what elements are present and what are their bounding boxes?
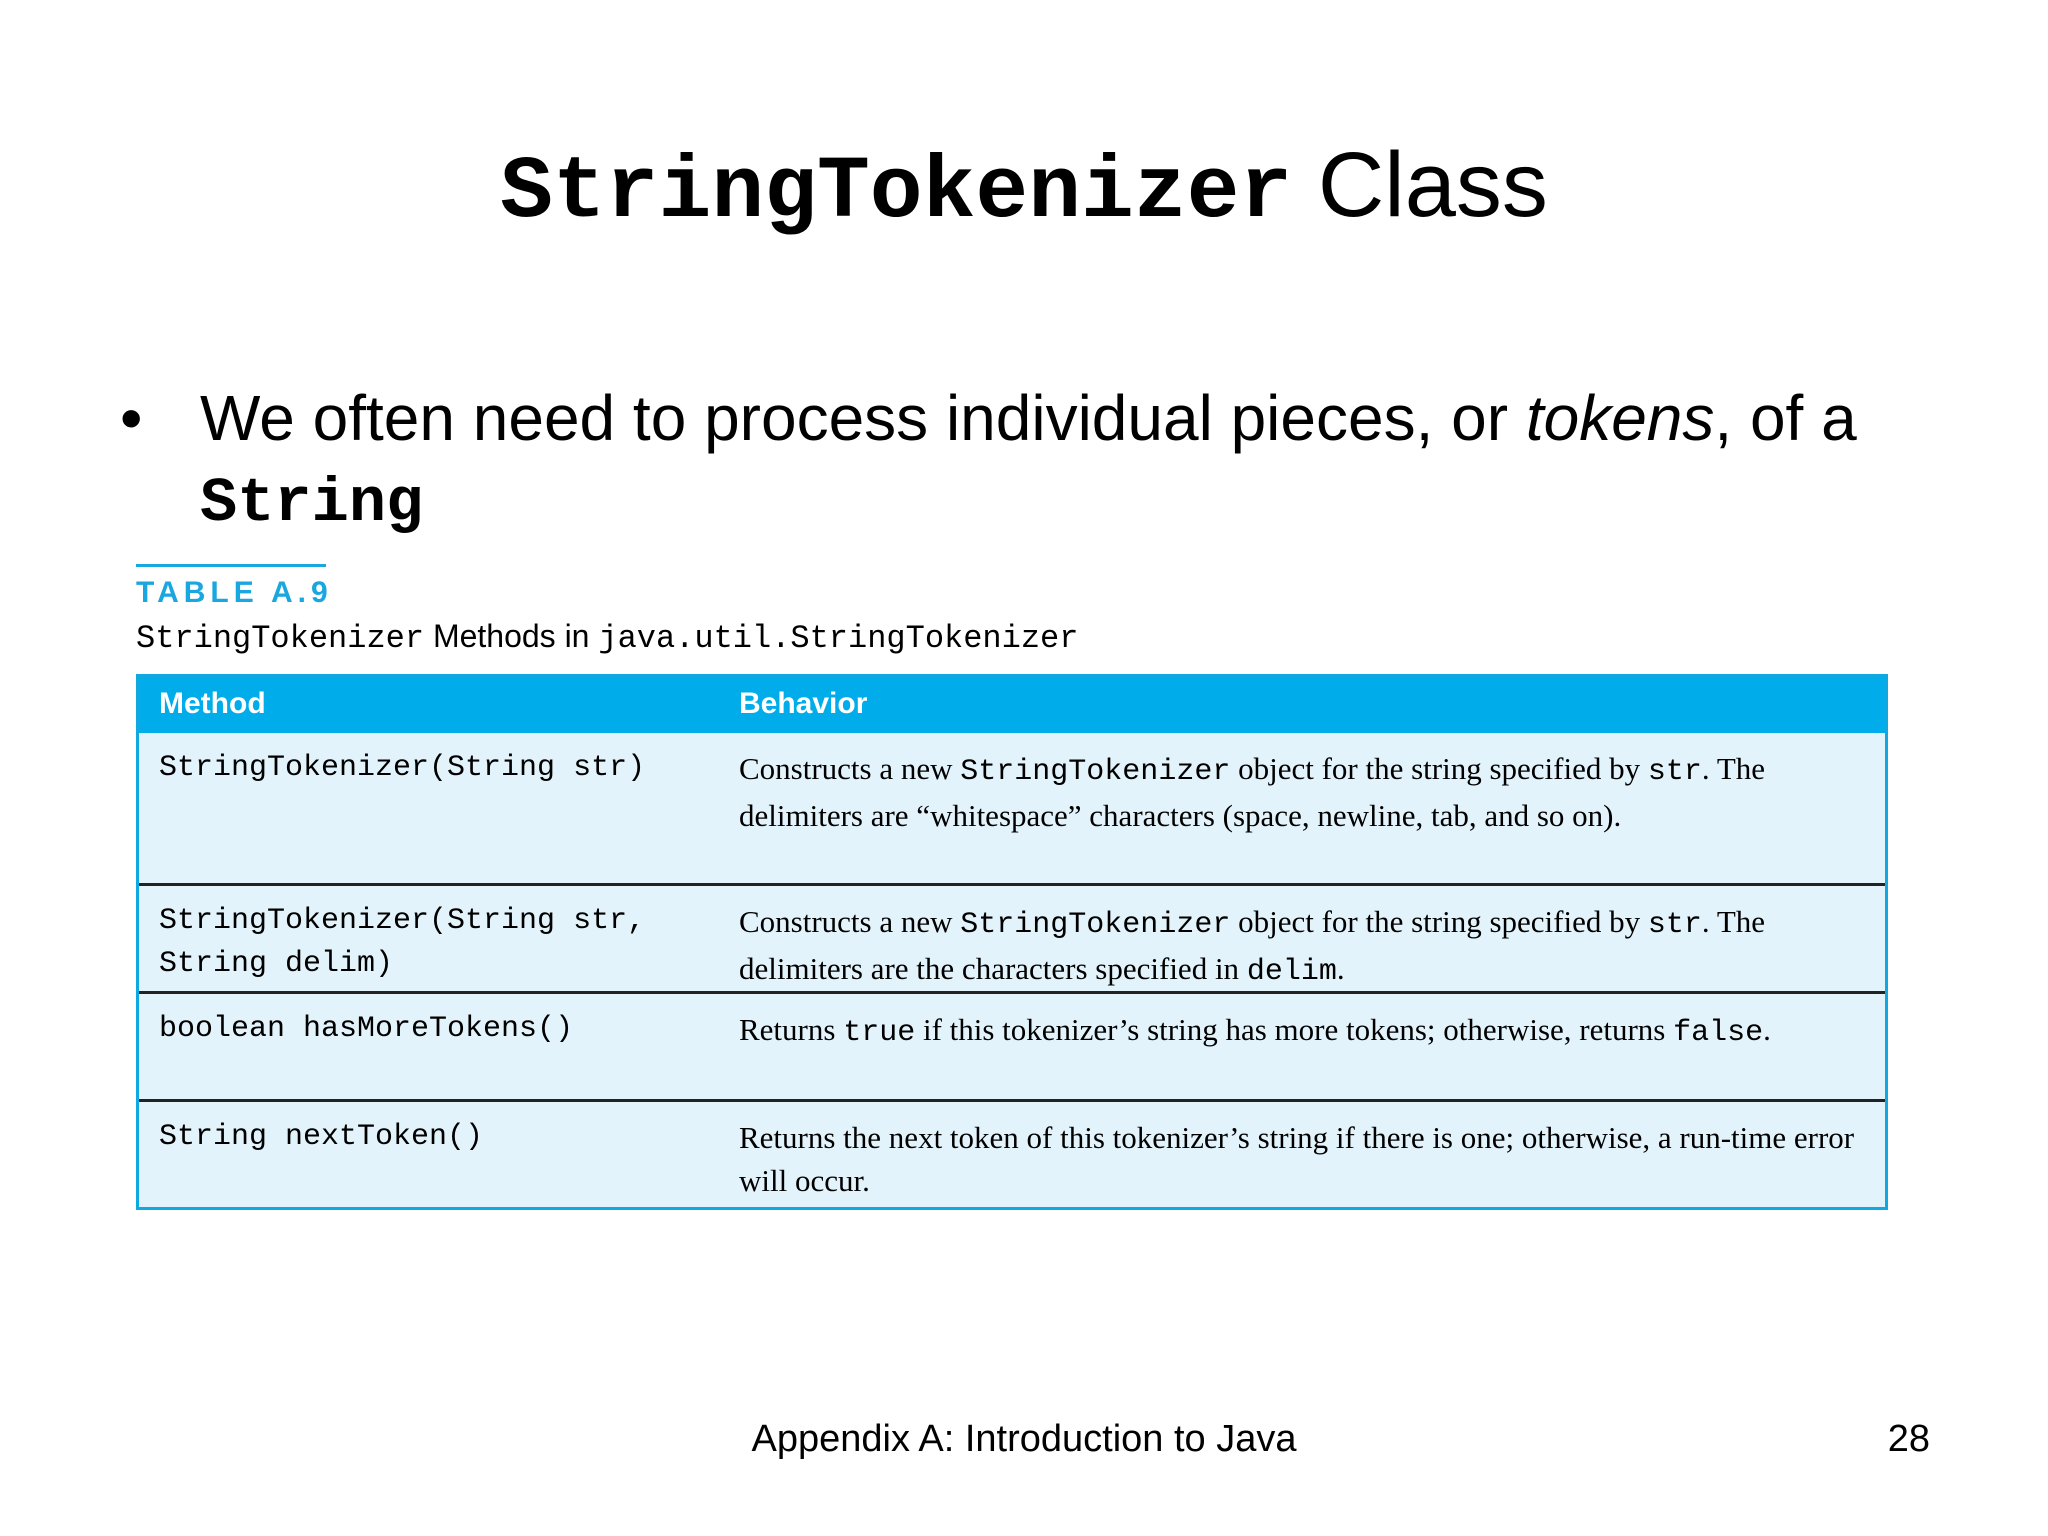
table-caption-label: TABLE A.9 [136,576,333,609]
page-number: 28 [1887,1418,1930,1460]
method-line: String delim) [159,947,394,981]
behavior-cell [739,1008,1869,1055]
header-method: Method [159,687,266,720]
slide-title [0,130,2048,249]
table-header-row [139,677,1885,733]
table-caption-text [136,618,1078,657]
caption-code-class: StringTokenizer [136,620,425,657]
bullet-code: String [200,468,424,539]
methods-table [136,674,1888,1210]
table-row [139,886,1885,994]
behavior-code: StringTokenizer [960,755,1231,789]
behavior-text: object for the string specified by [1230,904,1648,939]
caption-code-package: java.util.StringTokenizer [598,620,1079,657]
behavior-code: true [843,1016,916,1050]
behavior-text: Constructs a new [739,751,961,786]
behavior-cell [739,900,1869,994]
bullet-text-before: We often need to process individual pieces, or [200,382,1526,454]
method-line: StringTokenizer(String str, [159,904,646,938]
table-row [139,994,1885,1102]
behavior-text: Returns [739,1012,844,1047]
header-behavior: Behavior [739,687,868,720]
table-row [139,733,1885,886]
title-word: Class [1317,134,1548,236]
caption-middle: Methods in [424,618,599,654]
behavior-code: str [1647,908,1702,942]
behavior-cell: Returns the next token of this tokenizer’s string if there is one; otherwise, a run-time error will occur. [739,1120,1855,1198]
method-cell: String nextToken() [159,1120,484,1154]
footer-title: Appendix A: Introduction to Java [751,1418,1297,1460]
behavior-text: . The delimiters are “whitespace” characters (space, newline, tab, and so on). [739,751,1766,833]
method-cell: boolean hasMoreTokens() [159,1012,574,1046]
behavior-code: str [1647,755,1702,789]
behavior-text: . [1763,1012,1771,1047]
behavior-code: StringTokenizer [960,908,1231,942]
behavior-code: delim [1246,955,1337,989]
behavior-code: false [1673,1016,1764,1050]
bullet-text-after: , of a [1714,382,1857,454]
caption-rule [136,564,326,567]
behavior-cell [739,747,1869,837]
bullet-text [200,378,1940,544]
behavior-text: . [1336,951,1345,986]
behavior-text: . The delimiters are the characters specified in [739,904,1766,986]
method-cell [159,900,719,986]
title-code: StringTokenizer [500,144,1293,243]
table-row [139,1102,1885,1207]
bullet-emphasis: tokens [1525,382,1715,454]
behavior-text: Constructs a new [739,904,961,939]
behavior-text: if this tokenizer’s string has more tokens; otherwise, returns [915,1012,1674,1047]
method-cell: StringTokenizer(String str) [159,751,646,785]
bullet-symbol: • [120,382,143,454]
behavior-text: object for the string specified by [1230,751,1648,786]
